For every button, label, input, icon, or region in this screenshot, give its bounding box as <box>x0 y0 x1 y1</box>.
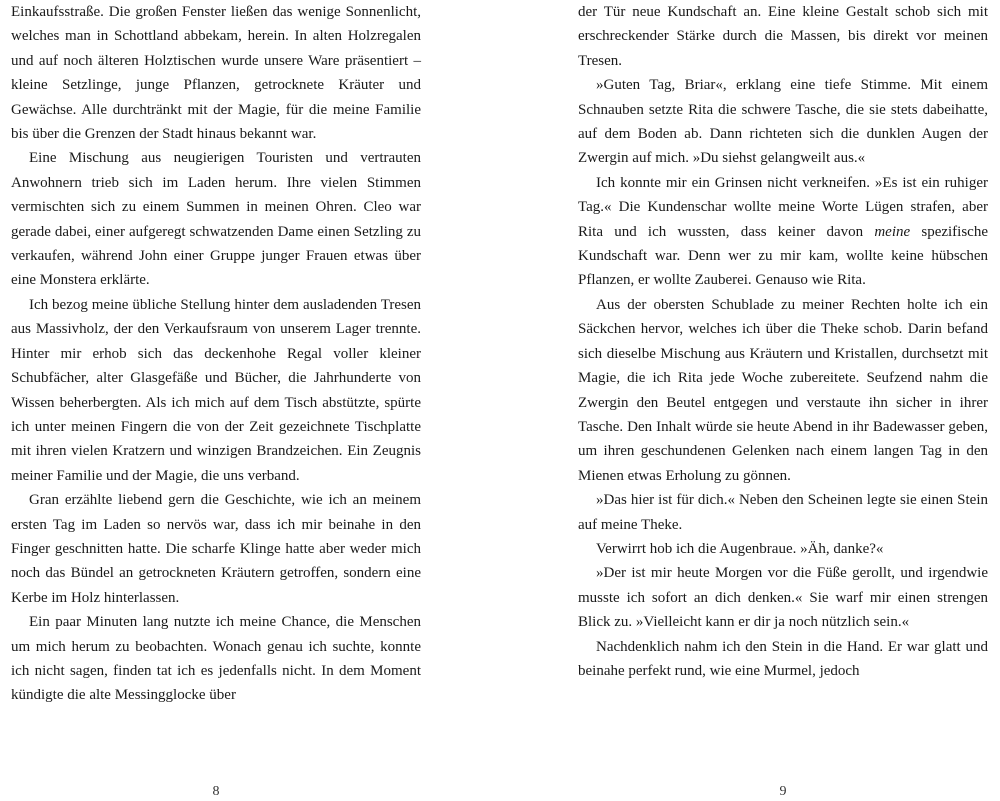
paragraph: Verwirrt hob ich die Augenbraue. »Äh, danke?« <box>596 540 884 557</box>
paragraph: Gran erzählte liebend gern die Geschichte, wie ich an meinem ersten Tag im Laden so nervös war, dass ich mir beinahe in den Finger geschnitten hatte. Die scharfe Klinge hatte aber weder mich noch das Bündel an getrockneten Kräutern getroffen, sondern eine Kerbe im Holz hinterlassen. <box>11 492 421 606</box>
paragraph: Ich konnte mir ein Grinsen nicht verkneifen. »Es ist ein ruhiger Tag.« Die Kundenschar wollte meine Worte Lügen strafen, aber Rita und ich wussten, dass keiner davon meine spezifische Kundschaft war. Denn wer zu mir kam, wollte keine hübschen Pflanzen, er wollte Zauberei. Genauso wie Rita. <box>578 174 988 289</box>
page-number-right: 9 <box>779 784 787 799</box>
paragraph: Ich bezog meine übliche Stellung hinter dem ausladenden Tresen aus Massivholz, der den Verkaufsraum von unserem Lager trennte. Hinter mir erhob sich das deckenhohe Regal voller kleiner Schubfächer, alter Glasgefäße und Bücher, die Jahrhunderte von Wissen beherbergten. Als ich mich auf dem Tisch abstützte, spürte ich unter meinen Fingern die von der Zeit gezeichnete Tischplatte mit ihren vielen Kratzern und winzigen Brandzeichen. Ein Zeugnis meiner Familie und der Magie, die uns verband. <box>11 296 421 484</box>
left-page <box>11 0 421 800</box>
paragraph: Eine Mischung aus neugierigen Touristen und vertrauten Anwohnern trieb sich im Laden herum. Ihre vielen Stimmen vermischten sich zu einem Summen in meinen Ohren. Cleo war gerade dabei, einer aufgeregt schwatzenden Dame einen Setzling zu verkaufen, während John einer Gruppe junger Frauen etwas über eine Monstera erklärte. <box>11 150 421 289</box>
paragraph: Nachdenklich nahm ich den Stein in die Hand. Er war glatt und beinahe perfekt rund, wie eine Murmel, jedoch <box>578 638 988 679</box>
paragraph: Aus der obersten Schublade zu meiner Rechten holte ich ein Säckchen hervor, welches ich über die Theke schob. Darin befand sich dieselbe Mischung aus Kräutern und Kristallen, durchsetzt mit Magie, die ich Rita jede Woche zubereitete. Seufzend nahm die Zwergin den Beutel entgegen und verstaute ihn sicher in ihrer Tasche. Den Inhalt würde sie heute Abend in ihr Badewasser geben, um ihren geschundenen Gelenken nach einem langen Tag in den Mienen etwas Erholung zu gönnen. <box>578 296 988 484</box>
paragraph: der Tür neue Kundschaft an. Eine kleine Gestalt schob sich mit erschreckender Stärke durch die Massen, bis direkt vor meinen Tresen. <box>578 4 988 69</box>
paragraph: »Das hier ist für dich.« Neben den Scheinen legte sie einen Stein auf meine Theke. <box>578 492 988 533</box>
right-page-text <box>578 0 988 683</box>
left-page-text <box>11 0 421 708</box>
paragraph: Einkaufsstraße. Die großen Fenster ließen das wenige Sonnenlicht, welches man in Schottland abbekam, herein. In alten Holzregalen und auf noch älteren Holztischen wurde unsere Ware präsentiert – kleine Setzlinge, junge Pflanzen, getrocknete Kräuter und Gewächse. Alle durchtränkt mit der Magie, für die meine Familie bis über die Grenzen der Stadt hinaus bekannt war. <box>11 4 421 143</box>
paragraph: Ein paar Minuten lang nutzte ich meine Chance, die Menschen um mich herum zu beobachten. Wonach genau ich suchte, konnte ich nicht sagen, finden tat ich es jedenfalls nicht. In dem Moment kündigte die alte Messingglocke über <box>11 614 421 704</box>
page-number-left: 8 <box>212 784 220 799</box>
paragraph: »Der ist mir heute Morgen vor die Füße gerollt, und irgendwie musste ich sofort an dich denken.« Sie warf mir einen strengen Blick zu. »Vielleicht kann er dir ja noch nützlich sein.« <box>578 565 988 631</box>
right-page <box>578 0 988 800</box>
paragraph: »Guten Tag, Briar«, erklang eine tiefe Stimme. Mit einem Schnauben setzte Rita die schwere Tasche, die sie stets dabeihatte, auf dem Boden ab. Dann richteten sich die dunklen Augen der Zwergin auf mich. »Du siehst gelangweilt aus.« <box>578 77 988 167</box>
